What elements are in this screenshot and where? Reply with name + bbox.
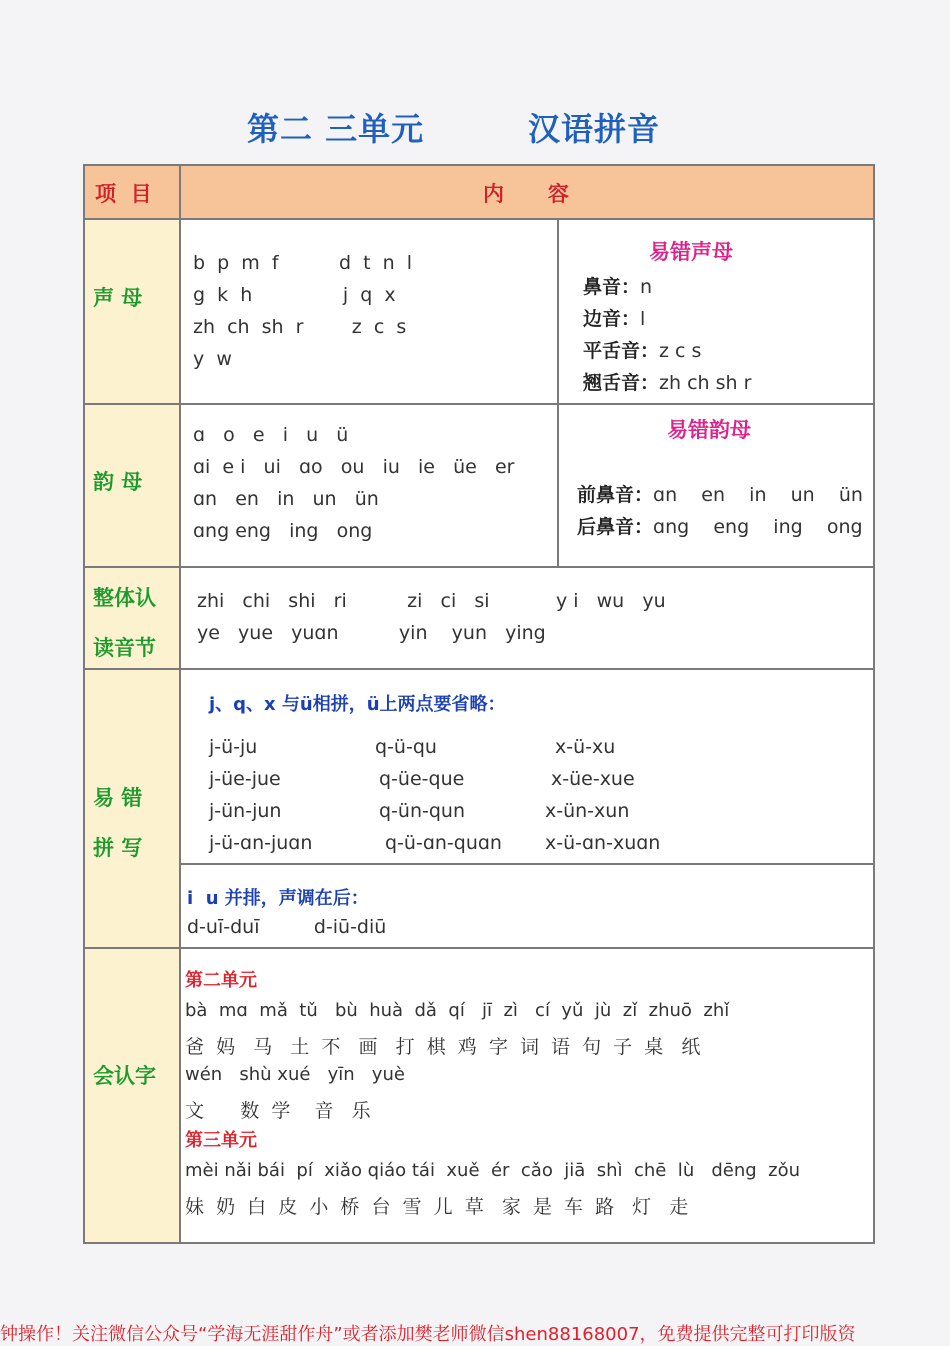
label-shengmu: 声 母 <box>93 286 143 310</box>
yicuo-rule1: j、q、x 与ü相拼，ü上两点要省略： <box>209 694 506 715</box>
title-subject: 汉语拼音 <box>528 110 661 148</box>
shengmu-line: b p m f d t n l <box>193 252 413 274</box>
title-unit: 第二 三单元 <box>247 110 425 148</box>
table-header <box>85 166 873 220</box>
header-content: 内 容 <box>483 182 569 206</box>
yicuo-rule2: i u 并排，声调在后： <box>187 888 369 909</box>
yicuo-cell: j-üe-jue <box>209 768 281 790</box>
label-yicuo-2: 拼 写 <box>93 836 143 860</box>
label-zhengti-2: 读音节 <box>93 636 156 660</box>
yunmu-side-item: 后鼻音：ɑng eng ing ong <box>577 516 863 538</box>
zhengti-line: ye yue yuɑn yin yun ying <box>197 622 546 644</box>
yicuo-cell: j-ü-ɑn-juɑn <box>209 832 313 854</box>
footer-note: 钟操作！关注微信公众号“学海无涯甜作舟”或者添加樊老师微信shen88168007，免费提供完整可打印版资 <box>0 1324 856 1345</box>
unit3-hanzi: 妹 奶 白 皮 小 桥 台 雪 儿 草 家 是 车 路 灯 走 <box>185 1196 689 1218</box>
label-yunmu: 韵 母 <box>93 470 143 494</box>
yicuo-cell: x-ün-xun <box>545 800 630 822</box>
pinyin-table <box>83 164 875 1244</box>
yicuo-cell: x-ü-ɑn-xuɑn <box>545 832 661 854</box>
yicuo-cell: q-üe-que <box>379 768 465 790</box>
shengmu-side-item: 鼻音：n <box>583 276 653 298</box>
yicuo-cell: q-ü-qu <box>375 736 437 758</box>
unit2-hanzi: 文 数 学 音 乐 <box>185 1100 371 1122</box>
label-yicuo-1: 易 错 <box>93 786 143 810</box>
yunmu-line: ɑng eng ing ong <box>193 520 373 542</box>
yunmu-line: ɑn en in un ün <box>193 488 379 510</box>
unit3-heading: 第三单元 <box>185 1130 257 1151</box>
unit2-hanzi: 爸 妈 马 土 不 画 打 棋 鸡 字 词 语 句 子 桌 纸 <box>185 1036 701 1058</box>
unit2-pinyin: wén shù xué yīn yuè <box>185 1064 405 1085</box>
yunmu-side-item: 前鼻音：ɑn en in un ün <box>577 484 863 506</box>
shengmu-line: g k h j q x <box>193 284 396 306</box>
yicuo-cell: j-ü-ju <box>209 736 258 758</box>
label-zhengti-1: 整体认 <box>93 586 156 610</box>
shengmu-side-item: 翘舌音：zh ch sh r <box>583 372 752 394</box>
unit3-pinyin: mèi nǎi bái pí xiǎo qiáo tái xuě ér cǎo jiā shì chē lù dēng zǒu <box>185 1160 801 1181</box>
yicuo-cell: q-ü-ɑn-quɑn <box>385 832 502 854</box>
shengmu-line: y w <box>193 348 232 370</box>
yicuo-cell: x-ü-xu <box>555 736 616 758</box>
yunmu-line: ɑi e i ui ɑo ou iu ie üe er <box>193 456 515 478</box>
shengmu-side-item: 边音：l <box>583 308 646 330</box>
yicuo-cell: x-üe-xue <box>551 768 635 790</box>
yicuo-cell: q-ün-qun <box>379 800 466 822</box>
shengmu-side-item: 平舌音：z c s <box>583 340 702 362</box>
page-title <box>0 104 950 154</box>
header-item: 项 目 <box>95 182 152 206</box>
label-huiren: 会认字 <box>93 1064 156 1088</box>
yunmu-line: ɑ o e i u ü <box>193 424 349 446</box>
shengmu-side-title: 易错声母 <box>649 240 733 264</box>
zhengti-line: zhi chi shi ri zi ci si y i wu yu <box>197 590 666 612</box>
yicuo-rule2-example: d-uī-duī d-iū-diū <box>187 916 387 938</box>
shengmu-line: zh ch sh r z c s <box>193 316 407 338</box>
unit2-pinyin: bà mɑ mǎ tǔ bù huà dǎ qí jī zì cí yǔ jù zǐ zhuō zhǐ <box>185 1000 730 1021</box>
yunmu-side-title: 易错韵母 <box>667 418 751 442</box>
unit2-heading: 第二单元 <box>185 970 257 991</box>
yicuo-cell: j-ün-jun <box>209 800 282 822</box>
